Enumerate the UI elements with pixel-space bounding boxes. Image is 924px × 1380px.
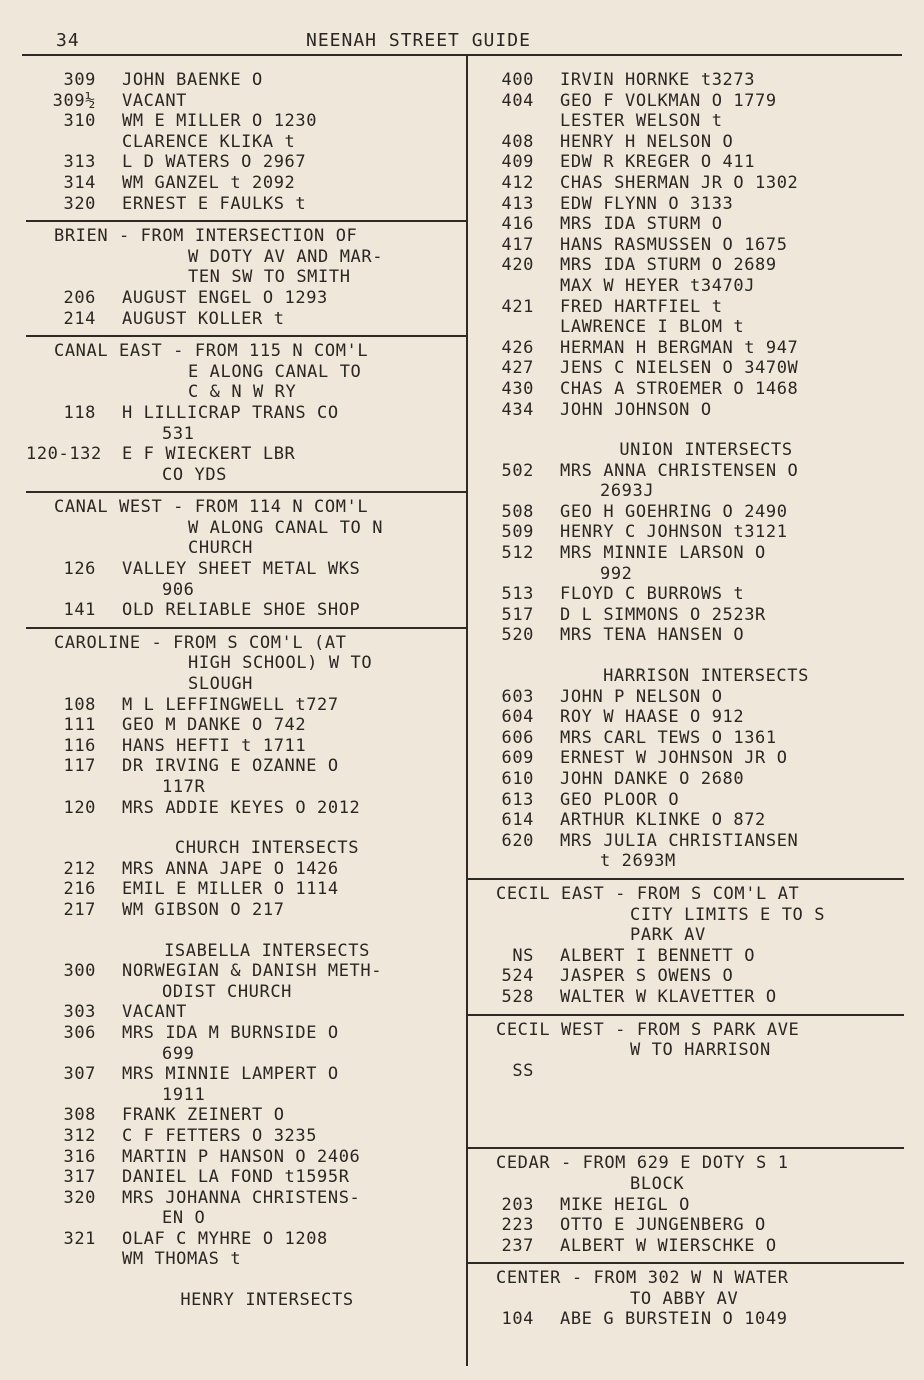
directory-entry xyxy=(26,695,468,716)
house-number: 517 xyxy=(501,604,534,625)
directory-entry xyxy=(468,461,904,482)
resident-name: MRS TENA HANSEN O xyxy=(560,625,745,646)
resident-name: H LILLICRAP TRANS CO xyxy=(122,402,339,423)
house-number: 120-132 xyxy=(26,444,102,465)
directory-entry xyxy=(26,715,468,736)
directory-entry xyxy=(468,543,904,564)
house-number: 217 xyxy=(63,899,96,920)
directory-entry xyxy=(26,132,468,153)
directory-entry xyxy=(26,879,468,900)
resident-name: WM GANZEL t 2092 xyxy=(122,172,296,193)
house-number: 416 xyxy=(501,214,534,235)
resident-name: CHAS A STROEMER O 1468 xyxy=(560,378,799,399)
house-number: 528 xyxy=(501,986,534,1007)
directory-entry xyxy=(26,1002,468,1023)
directory-entry xyxy=(468,605,904,626)
resident-name: MRS ANNA CHRISTENSEN O xyxy=(560,460,799,481)
intersection-note: HARRISON INTERSECTS xyxy=(603,666,809,687)
resident-name: JOHN P NELSON O xyxy=(560,686,723,707)
directory-entry xyxy=(468,338,904,359)
directory-entry xyxy=(468,70,904,91)
house-number: 117 xyxy=(63,756,96,777)
directory-entry xyxy=(468,214,904,235)
intersection-note: HENRY INTERSECTS xyxy=(180,1290,354,1311)
house-number: 509 xyxy=(501,522,534,543)
resident-name: JASPER S OWENS O xyxy=(560,966,734,987)
street-section xyxy=(26,629,468,1317)
directory-entry xyxy=(26,152,468,173)
resident-name: E F WIECKERT LBR xyxy=(122,444,296,465)
directory-entry xyxy=(468,1061,904,1082)
resident-name: CLARENCE KLIKA t xyxy=(122,131,296,152)
directory-entry xyxy=(26,1105,468,1126)
resident-name: MRS JOHANNA CHRISTENS- xyxy=(122,1187,361,1208)
house-number: 610 xyxy=(501,769,534,789)
resident-name: OTTO E JUNGENBERG O xyxy=(560,1215,766,1236)
house-number: 603 xyxy=(501,686,534,707)
street-heading: CITY LIMITS E TO S xyxy=(630,904,826,925)
header-rule xyxy=(22,54,902,56)
street-section xyxy=(468,1264,904,1336)
resident-name: MRS JULIA CHRISTIANSEN xyxy=(560,830,799,851)
directory-entry xyxy=(26,900,468,921)
entry-continuation xyxy=(468,851,904,872)
resident-name: MRS MINNIE LARSON O xyxy=(560,543,766,564)
house-number: 214 xyxy=(63,308,96,329)
house-number: 116 xyxy=(63,735,96,756)
directory-entry xyxy=(468,317,904,338)
house-number: 412 xyxy=(501,172,534,193)
entry-continuation-text: 531 xyxy=(162,423,195,444)
house-number: 508 xyxy=(501,501,534,522)
directory-entry xyxy=(468,276,904,297)
street-heading: CECIL WEST - FROM S PARK AVE xyxy=(496,1019,800,1040)
resident-name: FRED HARTFIEL t xyxy=(560,296,723,317)
entry-continuation xyxy=(26,777,468,798)
directory-entry xyxy=(468,728,904,749)
street-heading: TEN SW TO SMITH xyxy=(188,267,351,288)
entry-continuation-text: 699 xyxy=(162,1043,195,1064)
street-heading: BLOCK xyxy=(630,1173,685,1194)
directory-entry xyxy=(26,1249,468,1270)
resident-name: ALBERT W WIERSCHKE O xyxy=(560,1235,777,1256)
house-number: 400 xyxy=(501,70,534,90)
street-section xyxy=(26,222,468,337)
house-number: 317 xyxy=(63,1167,96,1188)
resident-name: VACANT xyxy=(122,90,188,111)
directory-entry xyxy=(468,831,904,852)
entry-continuation xyxy=(26,1044,468,1065)
resident-name: GEO M DANKE O 742 xyxy=(122,715,307,736)
house-number: 309½ xyxy=(52,90,96,111)
directory-entry xyxy=(26,859,468,880)
street-heading: W TO HARRISON xyxy=(630,1040,771,1061)
resident-name: L D WATERS O 2967 xyxy=(122,152,307,173)
house-number: 502 xyxy=(501,460,534,481)
directory-entry xyxy=(26,309,468,330)
left-column xyxy=(26,66,468,1317)
entry-continuation xyxy=(26,1208,468,1229)
house-number: 421 xyxy=(501,296,534,317)
house-number: 409 xyxy=(501,152,534,173)
house-number: 206 xyxy=(63,287,96,308)
house-number: 524 xyxy=(501,966,534,987)
street-heading: CECIL EAST - FROM S COM'L AT xyxy=(496,883,800,904)
street-heading: CANAL WEST - FROM 114 N COM'L xyxy=(54,497,369,518)
resident-name: D L SIMMONS O 2523R xyxy=(560,604,766,625)
directory-entry xyxy=(468,1309,904,1330)
house-number: 320 xyxy=(63,193,96,214)
street-section xyxy=(26,66,468,222)
house-number: 316 xyxy=(63,1146,96,1167)
resident-name: MRS IDA M BURNSIDE O xyxy=(122,1022,339,1043)
house-number: 313 xyxy=(63,152,96,173)
resident-name: ERNEST E FAULKS t xyxy=(122,193,307,214)
resident-name: GEO PLOOR O xyxy=(560,789,680,810)
resident-name: ERNEST W JOHNSON JR O xyxy=(560,748,788,769)
spacer xyxy=(26,1270,468,1290)
house-number: 512 xyxy=(501,543,534,564)
house-number: 300 xyxy=(63,961,96,982)
resident-name: MAX W HEYER t3470J xyxy=(560,275,756,296)
entry-continuation-text: 117R xyxy=(162,777,206,797)
resident-name: VALLEY SHEET METAL WKS xyxy=(122,559,361,580)
house-number: 306 xyxy=(63,1022,96,1043)
resident-name: ABE G BURSTEIN O 1049 xyxy=(560,1309,788,1330)
directory-entry xyxy=(468,810,904,831)
house-number: 620 xyxy=(501,830,534,851)
house-number: 408 xyxy=(501,131,534,152)
directory-entry xyxy=(468,379,904,400)
resident-name: AUGUST KOLLER t xyxy=(122,308,285,329)
house-number: 614 xyxy=(501,810,534,831)
directory-entry xyxy=(26,1147,468,1168)
directory-entry xyxy=(468,132,904,153)
house-number: 118 xyxy=(63,402,96,423)
house-number: 417 xyxy=(501,234,534,255)
directory-entry xyxy=(468,152,904,173)
directory-entry xyxy=(26,600,468,621)
directory-entry xyxy=(26,111,468,132)
resident-name: DANIEL LA FOND t1595R xyxy=(122,1167,350,1188)
spacer xyxy=(26,921,468,941)
house-number: 310 xyxy=(63,111,96,132)
directory-entry xyxy=(468,194,904,215)
resident-name: CHAS SHERMAN JR O 1302 xyxy=(560,172,799,193)
page-number: 34 xyxy=(56,30,80,51)
house-number: 434 xyxy=(501,399,534,420)
street-section xyxy=(26,337,468,493)
resident-name: MARTIN P HANSON O 2406 xyxy=(122,1146,361,1167)
resident-name: MRS IDA STURM O xyxy=(560,214,723,235)
directory-entry xyxy=(468,946,904,967)
house-number: 104 xyxy=(501,1309,534,1330)
street-heading: CAROLINE - FROM S COM'L (AT xyxy=(54,632,347,653)
street-section xyxy=(26,493,468,629)
resident-name: HENRY C JOHNSON t3121 xyxy=(560,522,788,543)
resident-name: MRS MINNIE LAMPERT O xyxy=(122,1064,339,1085)
house-number: 321 xyxy=(63,1228,96,1249)
resident-name: ALBERT I BENNETT O xyxy=(560,945,756,966)
directory-entry xyxy=(468,91,904,112)
directory-entry xyxy=(468,255,904,276)
street-heading: HIGH SCHOOL) W TO xyxy=(188,653,373,674)
resident-name: IRVIN HORNKE t3273 xyxy=(560,70,756,90)
directory-entry xyxy=(468,966,904,987)
spacer xyxy=(26,818,468,838)
resident-name: GEO F VOLKMAN O 1779 xyxy=(560,90,777,111)
entry-continuation-text: t 2693M xyxy=(600,851,676,872)
street-section xyxy=(468,1149,904,1264)
house-number: 108 xyxy=(63,694,96,715)
intersection-note: CHURCH INTERSECTS xyxy=(174,838,360,859)
house-number xyxy=(26,132,122,153)
resident-name: DR IRVING E OZANNE O xyxy=(122,756,339,777)
house-number xyxy=(26,1249,122,1270)
directory-entry xyxy=(468,1215,904,1236)
house-number: 216 xyxy=(63,879,96,900)
house-number: 212 xyxy=(63,858,96,879)
street-section xyxy=(468,880,904,1016)
house-number xyxy=(468,317,560,338)
house-number xyxy=(468,276,560,297)
house-number: 613 xyxy=(501,789,534,810)
entry-continuation-text: EN O xyxy=(162,1208,206,1229)
entry-continuation xyxy=(468,564,904,585)
house-number: 430 xyxy=(501,378,534,399)
resident-name: M L LEFFINGWELL t727 xyxy=(122,694,339,715)
resident-name: MRS ANNA JAPE O 1426 xyxy=(122,858,339,879)
directory-entry xyxy=(26,798,468,819)
resident-name: EMIL E MILLER O 1114 xyxy=(122,879,339,900)
directory-entry xyxy=(26,194,468,215)
street-section xyxy=(468,1016,904,1150)
resident-name: JOHN DANKE O 2680 xyxy=(560,769,745,789)
directory-entry xyxy=(26,1023,468,1044)
directory-entry xyxy=(26,961,468,982)
entry-continuation-text: CO YDS xyxy=(162,464,228,485)
spacer xyxy=(468,420,904,440)
resident-name: HANS RASMUSSEN O 1675 xyxy=(560,234,788,255)
street-heading: PARK AV xyxy=(630,925,706,946)
directory-entry xyxy=(468,502,904,523)
entry-continuation xyxy=(26,465,468,486)
house-number xyxy=(468,111,560,132)
street-section xyxy=(468,66,904,880)
resident-name: AUGUST ENGEL O 1293 xyxy=(122,287,328,308)
resident-name: ROY W HAASE O 912 xyxy=(560,707,745,728)
directory-entry xyxy=(26,1167,468,1188)
directory-entry xyxy=(26,288,468,309)
directory-entry xyxy=(468,625,904,646)
spacer xyxy=(468,646,904,666)
spacer xyxy=(468,1081,904,1141)
directory-entry xyxy=(26,70,468,91)
street-heading: C & N W RY xyxy=(188,382,297,403)
resident-name: LESTER WELSON t xyxy=(560,111,723,132)
street-heading: E ALONG CANAL TO xyxy=(188,361,362,382)
directory-entry xyxy=(468,584,904,605)
intersection-note: ISABELLA INTERSECTS xyxy=(164,940,370,961)
resident-name: MRS ADDIE KEYES O 2012 xyxy=(122,797,361,818)
house-number: 520 xyxy=(501,625,534,646)
house-number: 314 xyxy=(63,172,96,193)
directory-entry xyxy=(468,400,904,421)
directory-entry xyxy=(468,522,904,543)
intersection-note: UNION INTERSECTS xyxy=(619,440,793,461)
resident-name: OLAF C MYHRE O 1208 xyxy=(122,1228,328,1249)
directory-entry xyxy=(468,687,904,708)
house-number: 126 xyxy=(63,559,96,580)
directory-entry xyxy=(468,297,904,318)
entry-continuation xyxy=(26,982,468,1003)
house-number: 513 xyxy=(501,584,534,605)
resident-name: VACANT xyxy=(122,1002,188,1023)
house-number: NS xyxy=(512,945,534,966)
street-heading: CEDAR - FROM 629 E DOTY S 1 xyxy=(496,1153,789,1174)
entry-continuation-text: 2693J xyxy=(600,481,655,502)
street-heading: CHURCH xyxy=(188,538,254,559)
resident-name: HANS HEFTI t 1711 xyxy=(122,735,307,756)
resident-name: JOHN JOHNSON O xyxy=(560,399,712,420)
house-number: 404 xyxy=(501,90,534,111)
directory-entry xyxy=(26,173,468,194)
entry-continuation-text: 906 xyxy=(162,579,195,600)
directory-entry xyxy=(26,403,468,424)
house-number: 111 xyxy=(63,715,96,736)
house-number: 426 xyxy=(501,337,534,358)
house-number: 309 xyxy=(63,70,96,90)
resident-name: FRANK ZEINERT O xyxy=(122,1105,285,1126)
street-heading: CANAL EAST - FROM 115 N COM'L xyxy=(54,341,369,362)
resident-name: HENRY H NELSON O xyxy=(560,131,734,152)
house-number: 303 xyxy=(63,1002,96,1023)
house-number: 427 xyxy=(501,358,534,379)
entry-continuation xyxy=(468,481,904,502)
resident-name: JOHN BAENKE O xyxy=(122,70,263,90)
directory-entry xyxy=(26,444,468,465)
street-heading: CENTER - FROM 302 W N WATER xyxy=(496,1268,789,1289)
house-number: 203 xyxy=(501,1194,534,1215)
resident-name: WALTER W KLAVETTER O xyxy=(560,986,777,1007)
entry-continuation-text: 992 xyxy=(600,563,633,584)
directory-entry xyxy=(468,235,904,256)
resident-name: NORWEGIAN & DANISH METH- xyxy=(122,961,383,982)
directory-entry xyxy=(468,1195,904,1216)
house-number: 141 xyxy=(63,600,96,621)
house-number: 307 xyxy=(63,1064,96,1085)
street-heading: BRIEN - FROM INTERSECTION OF xyxy=(54,226,358,247)
street-heading: W ALONG CANAL TO N xyxy=(188,517,384,538)
house-number: 606 xyxy=(501,727,534,748)
directory-entry xyxy=(26,559,468,580)
resident-name: WM E MILLER O 1230 xyxy=(122,111,318,132)
resident-name: MRS IDA STURM O 2689 xyxy=(560,255,777,276)
directory-entry xyxy=(468,707,904,728)
directory-entry xyxy=(468,987,904,1008)
resident-name: MRS CARL TEWS O 1361 xyxy=(560,727,777,748)
house-number: 609 xyxy=(501,748,534,769)
house-number: 413 xyxy=(501,193,534,214)
house-number: 237 xyxy=(501,1235,534,1256)
house-number: 320 xyxy=(63,1187,96,1208)
street-heading: SLOUGH xyxy=(188,674,254,695)
directory-entry xyxy=(26,736,468,757)
resident-name: WM THOMAS t xyxy=(122,1249,242,1270)
directory-entry xyxy=(26,756,468,777)
directory-entry xyxy=(468,1236,904,1257)
right-column xyxy=(468,66,904,1336)
page-title: NEENAH STREET GUIDE xyxy=(306,30,531,51)
directory-entry xyxy=(468,790,904,811)
resident-name: GEO H GOEHRING O 2490 xyxy=(560,501,788,522)
directory-entry xyxy=(468,111,904,132)
house-number: 120 xyxy=(63,797,96,818)
directory-entry xyxy=(26,1229,468,1250)
directory-entry xyxy=(26,91,468,112)
directory-entry xyxy=(26,1064,468,1085)
entry-continuation xyxy=(26,424,468,445)
house-number: SS xyxy=(512,1060,534,1081)
resident-name: EDW FLYNN O 3133 xyxy=(560,193,734,214)
directory-entry xyxy=(26,1188,468,1209)
resident-name: JENS C NIELSEN O 3470W xyxy=(560,358,799,379)
resident-name: OLD RELIABLE SHOE SHOP xyxy=(122,600,361,621)
directory-entry xyxy=(468,748,904,769)
resident-name: LAWRENCE I BLOM t xyxy=(560,317,745,338)
street-heading: W DOTY AV AND MAR- xyxy=(188,246,384,267)
house-number: 604 xyxy=(501,707,534,728)
house-number: 312 xyxy=(63,1125,96,1146)
resident-name: HERMAN H BERGMAN t 947 xyxy=(560,337,799,358)
entry-continuation xyxy=(26,1085,468,1106)
resident-name: MIKE HEIGL O xyxy=(560,1194,691,1215)
resident-name: EDW R KREGER O 411 xyxy=(560,152,756,173)
house-number: 420 xyxy=(501,255,534,276)
directory-entry xyxy=(26,1126,468,1147)
resident-name: ARTHUR KLINKE O 872 xyxy=(560,810,766,831)
house-number: 223 xyxy=(501,1215,534,1236)
resident-name: C F FETTERS O 3235 xyxy=(122,1125,318,1146)
entry-continuation-text: 1911 xyxy=(162,1084,206,1105)
directory-entry xyxy=(468,173,904,194)
resident-name: WM GIBSON O 217 xyxy=(122,899,285,920)
directory-entry xyxy=(468,769,904,790)
resident-name: FLOYD C BURROWS t xyxy=(560,584,745,605)
entry-continuation-text: ODIST CHURCH xyxy=(162,981,293,1002)
entry-continuation xyxy=(26,580,468,601)
directory-entry xyxy=(468,358,904,379)
house-number: 308 xyxy=(63,1105,96,1126)
street-heading: TO ABBY AV xyxy=(630,1288,739,1309)
